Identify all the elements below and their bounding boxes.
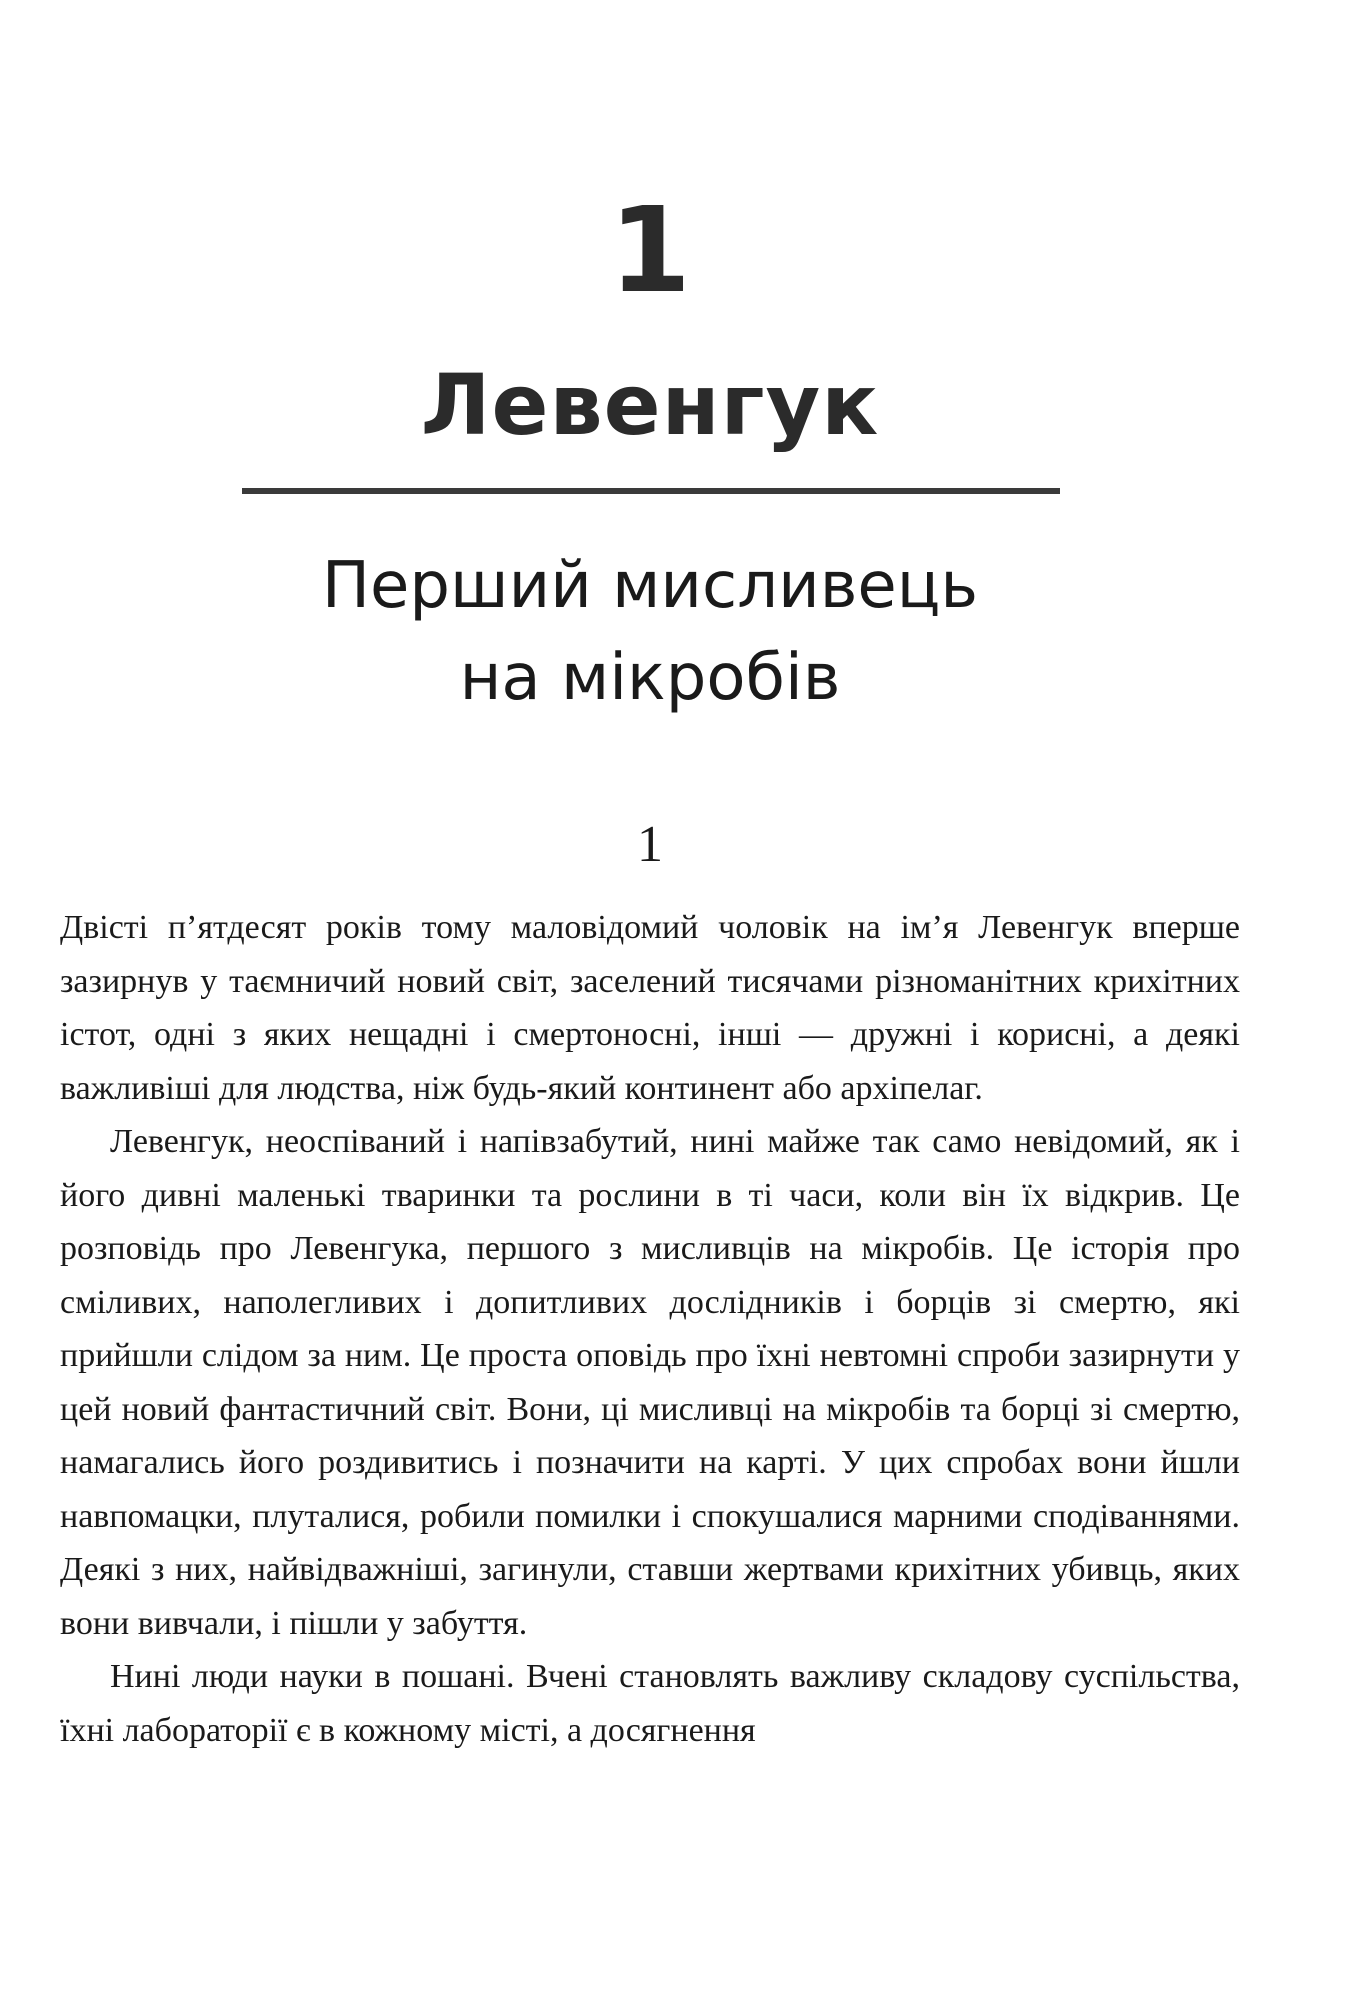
subtitle-line-2: на мікробів xyxy=(459,641,841,715)
chapter-number: 1 xyxy=(608,181,692,319)
section-number: 1 xyxy=(637,816,663,873)
chapter-title: Левенгук xyxy=(420,356,880,454)
chapter-subtitle xyxy=(0,540,1300,724)
body-text xyxy=(60,901,1240,1757)
paragraph-1: Двісті п’ятдесят років тому маловідомий чоловік на ім’я Левенгук вперше зазирнув у таємничий новий світ, заселений тисячами різноманітних крихітних істот, одні з яких нещадні і смертоносні, інші — дружні і корисні, а деякі важливіші для людства, ніж будь-який континент або архіпелаг. xyxy=(60,909,1240,1107)
title-divider xyxy=(242,488,1060,494)
paragraph-2: Левенгук, неоспіваний і напівзабутий, нині майже так само невідомий, як і його дивні маленькі тваринки та рослини в ті часи, коли він їх відкрив. Це розповідь про Левенгука, першого з мисливців на мікробів. Це історія про сміливих, наполегливих і допитливих дослідників і борців зі смертю, які прийшли слідом за ним. Це проста оповідь про їхні невтомні спроби зазирнути у цей новий фантастичний світ. Вони, ці мисливці на мікробів та борці зі смертю, намагались його роздивитись і позначити на карті. У цих спробах вони йшли навпомацки, плуталися, робили помилки і спокушалися марними сподіваннями. Деякі з них, найвідважніші, загинули, ставши жертвами крихітних убивць, яких вони вивчали, і пішли у забуття. xyxy=(60,1123,1240,1642)
paragraph-3: Нині люди науки в пошані. Вчені становлять важливу складову суспільства, їхні лабораторії є в кожному місті, а досягнення xyxy=(60,1658,1240,1749)
subtitle-line-1: Перший мисливець xyxy=(321,549,979,623)
